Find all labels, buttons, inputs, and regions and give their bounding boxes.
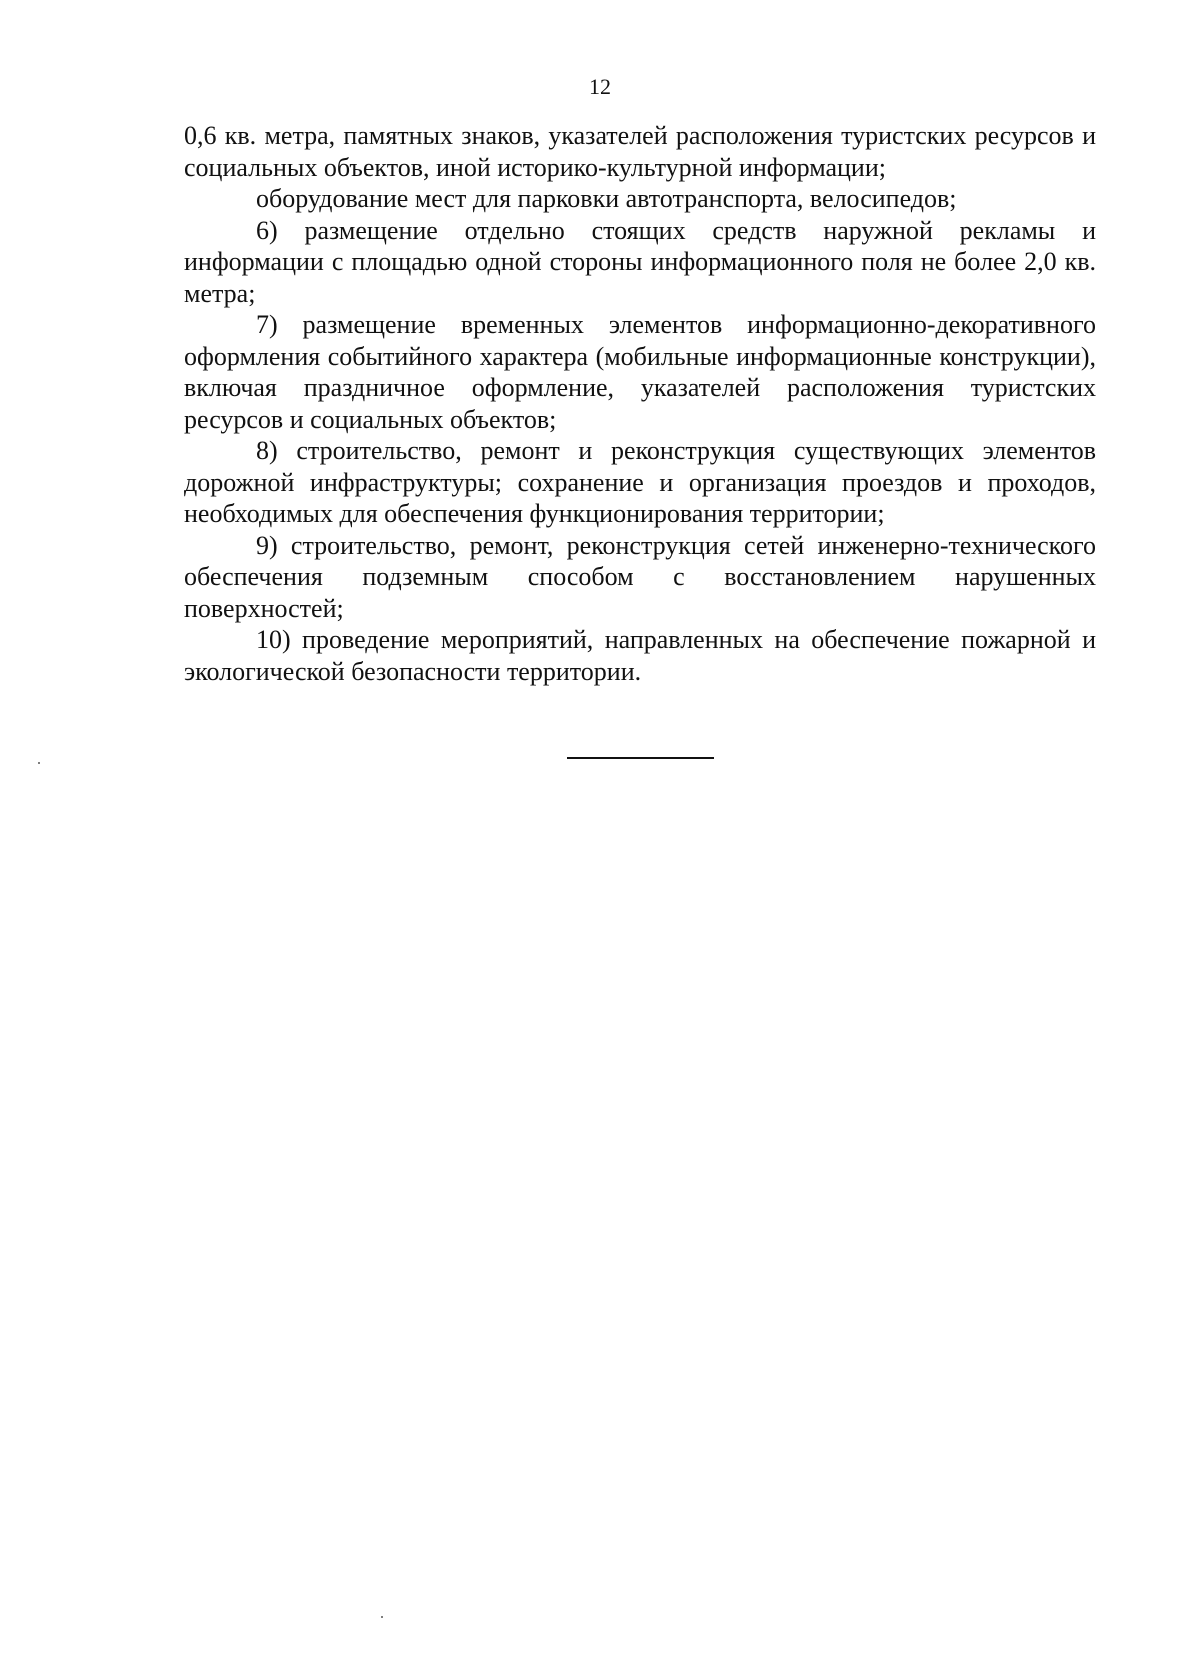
paragraph-item-8: 8) строительство, ремонт и реконструкция существующих элементов дорожной инфраструктуры; сохранение и организация проездов и проходов, необходимых для обеспечения функционирования территории; <box>184 436 1096 528</box>
scan-speck <box>381 1616 383 1618</box>
paragraph-item-6: 6) размещение отдельно стоящих средств наружной рекламы и информации с площадью одной стороны информационного поля не более 2,0 кв. метра; <box>184 215 1096 308</box>
document-body <box>184 120 1096 687</box>
page-number: 12 <box>589 74 611 99</box>
end-of-document-rule <box>567 757 714 759</box>
paragraph-item-9: 9) строительство, ремонт, реконструкция сетей инженерно-технического обеспечения подземным способом с восстановлением нарушенных поверхностей; <box>184 530 1096 623</box>
paragraph-continuation: 0,6 кв. метра, памятных знаков, указателей расположения туристских ресурсов и социальных объектов, иной историко-культурной информации; <box>184 121 1096 182</box>
scan-speck <box>38 762 40 764</box>
paragraph-item-10: 10) проведение мероприятий, направленных на обеспечение пожарной и экологической безопасности территории. <box>184 625 1096 686</box>
paragraph-parking: оборудование мест для парковки автотранспорта, велосипедов; <box>256 184 957 213</box>
paragraph-item-7: 7) размещение временных элементов информационно-декоративного оформления событийного характера (мобильные информационные конструкции), включая праздничное оформление, указателей расположения туристских ресурсов и социальных объектов; <box>184 310 1096 434</box>
